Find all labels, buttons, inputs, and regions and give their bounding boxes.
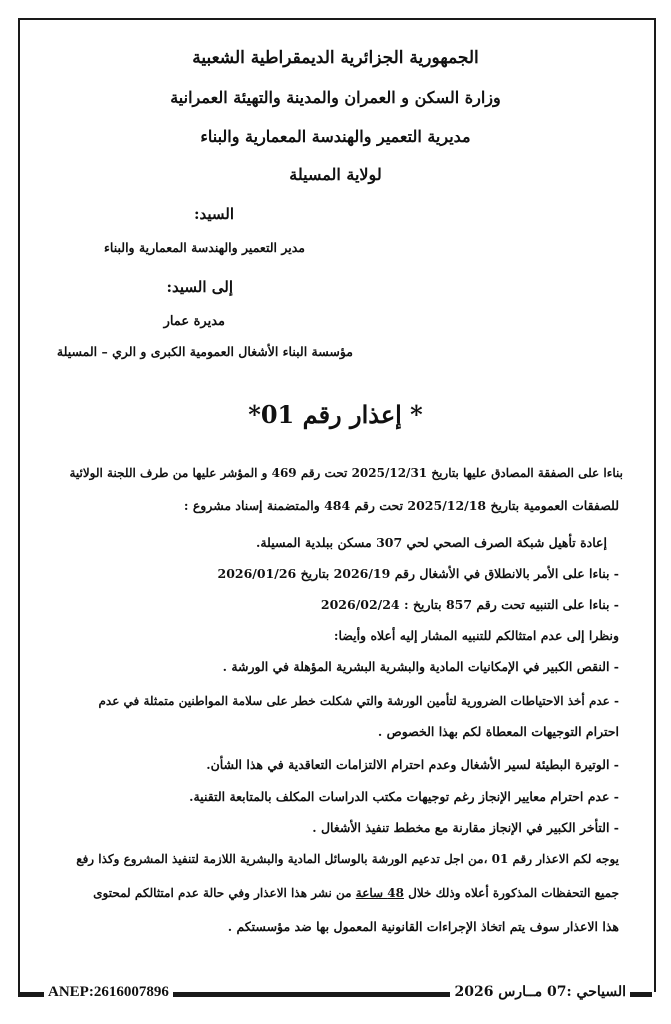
anep-reference: ANEP:2616007896 (44, 984, 173, 1001)
deadline-hours: 48 ساعة (355, 886, 404, 900)
bullet-5: - التأخر الكبير في الإنجاز مقارنة مع مخطط تنفيذ الأشغال . (312, 820, 619, 835)
bullet-4: - عدم احترام معايير الإنجاز رغم توجيهات مكتب الدراسات المكلف بالمتابعة التقنية. (189, 789, 619, 804)
recipient-label: إلى السيد: (166, 278, 233, 296)
closing-line-1: يوجه لكم الاعذار رقم 01 ،من اجل تدعيم الورشة بالوسائل المادية والبشرية اللازمة لتنفيذ المشروع وكذا رفع (76, 852, 619, 866)
footer (18, 984, 652, 1004)
closing-line-2-part-b: من نشر هذا الاعذار وفي حالة عدم امتثالكم لمحتوى (93, 886, 356, 900)
republic-heading: الجمهورية الجزائرية الديمقراطية الشعبية (192, 48, 479, 68)
wilaya-heading: لولاية المسيلة (289, 165, 382, 184)
closing-line-2 (93, 886, 619, 900)
notice-title: * إعذار رقم 01* (248, 400, 423, 429)
sender-label: السيد: (193, 205, 234, 223)
bullet-2a: - عدم أخذ الاحتياطات الضرورية لتأمين الورشة والتي شكلت خطر على سلامة المواطنين متمثلة في عدم (98, 694, 619, 708)
publication-info: السياحي :07 مــارس 2026 (450, 984, 630, 1000)
ministry-heading: وزارة السكن و العمران والمدينة والتهيئة العمرانية (170, 88, 501, 107)
non-compliance-line: ونظرا إلى عدم امتثالكم للتنبيه المشار إليه أعلاه وأيضا: (333, 628, 619, 643)
body-line-1: بناءا على الصفقة المصادق عليها بتاريخ 2025/12/31 تحت رقم 469 و المؤشر عليها من طرف اللجنة الولائية (69, 466, 623, 480)
directorate-heading: مديرية التعمير والهندسة المعمارية والبناء (200, 127, 471, 146)
closing-line-2-part-a: جميع التحفظات المذكورة أعلاه وذلك خلال (403, 886, 619, 900)
sender-name: مدير التعمير والهندسة المعمارية والبناء (104, 240, 305, 255)
project-name: إعادة تأهيل شبكة الصرف الصحي لحي 307 مسكن ببلدية المسيلة. (256, 535, 607, 550)
recipient-company: مؤسسة البناء الأشغال العمومية الكبرى و الري – المسيلة (56, 344, 353, 359)
warning-line: - بناءا على التنبيه تحت رقم 857 بتاريخ : 2026/02/24 (320, 597, 619, 612)
closing-line-3: هذا الاعذار سوف يتم اتخاذ الإجراءات القانونية المعمول بها ضد مؤسستكم . (227, 919, 619, 934)
bullet-2b: احترام التوجيهات المعطاة لكم بهذا الخصوص . (377, 724, 619, 739)
body-line-2: للصفقات العمومية بتاريخ 2025/12/18 تحت رقم 484 والمتضمنة إسناد مشروع : (183, 498, 619, 513)
start-order-line: - بناءا على الأمر بالانطلاق في الأشغال رقم 2026/19 بتاريخ 2026/01/26 (217, 566, 619, 581)
recipient-name: مديرة عمار (163, 314, 225, 329)
bullet-1: - النقص الكبير في الإمكانيات المادية والبشرية البشرية المؤهلة في الورشة . (222, 659, 619, 674)
bullet-3: - الوتيرة البطيئة لسير الأشغال وعدم احترام الالتزامات التعاقدية في هذا الشأن. (206, 757, 619, 772)
